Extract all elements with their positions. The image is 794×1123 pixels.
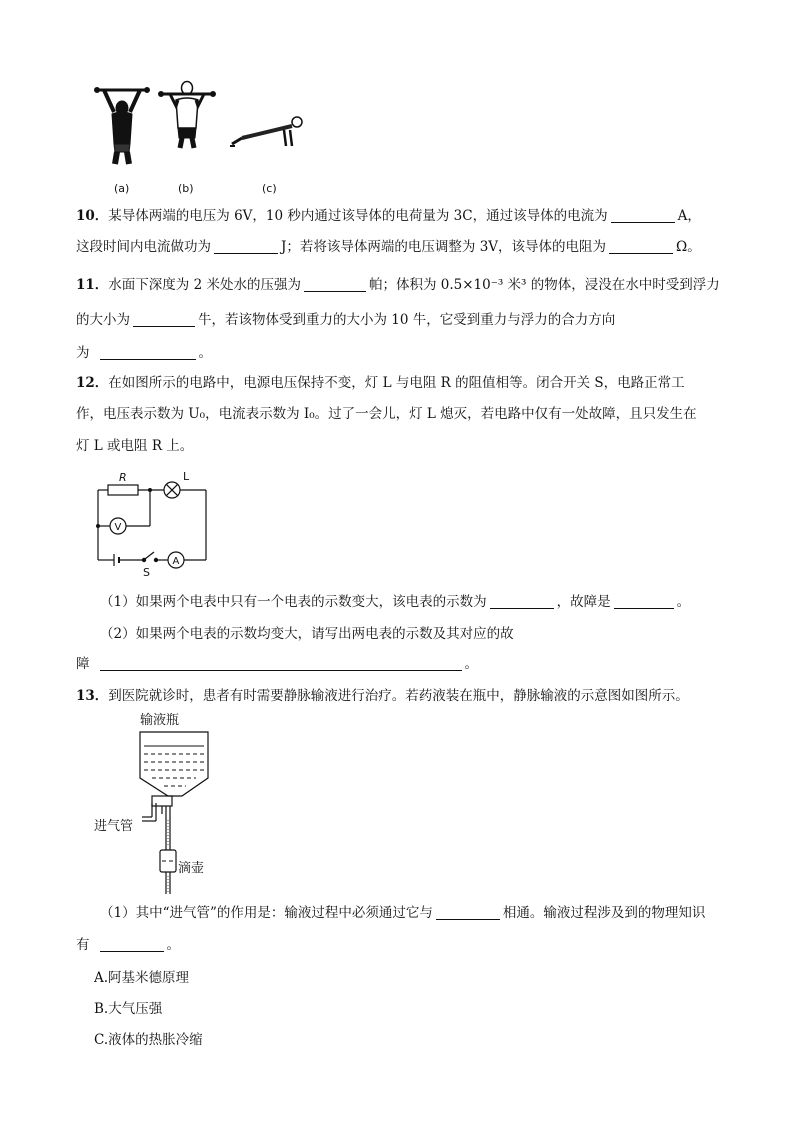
q11-line3 bbox=[76, 343, 212, 363]
q12-sub1-text: （1）如果两个电表中只有一个电表的示数变大，该电表的示数为 bbox=[100, 594, 487, 610]
q10-line1 bbox=[76, 206, 701, 226]
q13-sub1 bbox=[100, 903, 705, 923]
label-tube: 进气管 bbox=[94, 819, 134, 834]
figure-label-a: (a) bbox=[114, 182, 130, 195]
q10-blank-resistance[interactable] bbox=[609, 239, 673, 254]
q10-unit-a: A， bbox=[677, 208, 701, 224]
q10-unit-ohm: Ω。 bbox=[676, 239, 701, 255]
switch-s bbox=[145, 552, 154, 559]
q11-blank-buoyancy[interactable] bbox=[133, 312, 195, 327]
q11-blank-direction[interactable] bbox=[100, 345, 196, 360]
q12-blank-answer2[interactable] bbox=[100, 656, 462, 671]
iv-drip-figure bbox=[90, 708, 230, 898]
liquid bbox=[144, 746, 204, 861]
q13-sub2 bbox=[76, 935, 180, 955]
q13-text: 到医院就诊时，患者有时需要静脉输液进行治疗。若药液装在瓶中，静脉输液的示意图如图所示。 bbox=[108, 688, 689, 704]
figure-label-c: (c) bbox=[262, 182, 277, 195]
q13-line1 bbox=[76, 686, 689, 706]
q11-end: 。 bbox=[198, 345, 212, 361]
q13-number: 13． bbox=[76, 688, 109, 704]
circuit-diagram bbox=[90, 466, 220, 578]
q10-text2: 这段时间内电流做功为 bbox=[76, 239, 211, 255]
q13-blank-knowledge[interactable] bbox=[100, 937, 164, 952]
q12-line3: 灯 L 或电阻 R 上。 bbox=[76, 438, 194, 454]
q10-number: 10． bbox=[76, 208, 109, 224]
label-r: R bbox=[119, 471, 127, 484]
q13-option-a[interactable]: A.阿基米德原理 bbox=[94, 970, 190, 986]
q13-sub1-text: （1）其中“进气管”的作用是：输液过程中必须通过它与 bbox=[100, 905, 433, 921]
q10-text3: J；若将该导体两端的电压调整为 3V，该导体的电阻为 bbox=[281, 239, 607, 255]
q12-line2: 作，电压表示数为 U₀，电流表示数为 I₀。过了一会儿，灯 L 熄灭，若电路中仅有一处故障，且只发生在 bbox=[76, 406, 697, 422]
label-a: A bbox=[172, 556, 180, 567]
q11-line2 bbox=[76, 310, 615, 330]
q12-sub3 bbox=[76, 654, 478, 674]
label-l: L bbox=[183, 470, 190, 483]
bottle-stopper bbox=[152, 796, 172, 806]
q13-option-c[interactable]: C.液体的热胀冷缩 bbox=[94, 1032, 203, 1048]
q10-text: 某导体两端的电压为 6V，10 秒内通过该导体的电荷量为 3C，通过该导体的电流为 bbox=[108, 208, 608, 224]
q11-text: 水面下深度为 2 米处水的压强为 bbox=[108, 277, 301, 293]
q11-text5: 为 bbox=[76, 345, 90, 361]
q10-blank-work[interactable] bbox=[214, 239, 278, 254]
q11-text4: 牛，若该物体受到重力的大小为 10 牛，它受到重力与浮力的合力方向 bbox=[198, 312, 616, 328]
exercise-figure bbox=[92, 80, 322, 200]
figure-a-hanging bbox=[95, 88, 150, 165]
q12-sub1-text2: ，故障是 bbox=[556, 594, 611, 610]
figure-b-pullup bbox=[159, 82, 216, 149]
q12-line1 bbox=[76, 373, 685, 393]
q12-blank-fault[interactable] bbox=[614, 594, 674, 609]
q10-blank-current[interactable] bbox=[611, 208, 675, 223]
q12-number: 12． bbox=[76, 375, 109, 391]
q12-sub3-end: 。 bbox=[464, 656, 478, 672]
q12-sub1-end: 。 bbox=[676, 594, 691, 610]
q12-sub2: （2）如果两个电表的示数均变大，请写出两电表的示数及其对应的故 bbox=[100, 626, 514, 642]
q11-blank-pressure[interactable] bbox=[304, 277, 366, 292]
figure-label-b: (b) bbox=[178, 182, 194, 195]
q13-sub1-text2: 相通。输液过程涉及到的物理知识 bbox=[502, 905, 706, 921]
q11-text2: 帕；体积为 0.5×10⁻³ 米³ 的物体，浸没在水中时受到浮力 bbox=[368, 277, 720, 293]
label-v: V bbox=[114, 522, 122, 533]
q12-sub3-text: 障 bbox=[76, 656, 90, 672]
q13-blank-connect[interactable] bbox=[436, 905, 500, 920]
q12-blank-reading[interactable] bbox=[490, 594, 554, 609]
q12-sub1 bbox=[100, 592, 690, 612]
q13-option-b[interactable]: B.大气压强 bbox=[94, 1001, 163, 1017]
q13-sub2-text: 有 bbox=[76, 937, 90, 953]
figure-c-pushup bbox=[230, 117, 302, 146]
label-drip: 滴壶 bbox=[178, 861, 205, 876]
q13-sub2-end: 。 bbox=[166, 937, 180, 953]
q11-number: 11． bbox=[76, 277, 109, 293]
q10-line2 bbox=[76, 237, 701, 257]
label-s: S bbox=[143, 566, 150, 578]
label-bottle: 输液瓶 bbox=[140, 713, 180, 728]
q11-line1 bbox=[76, 275, 720, 295]
q12-text: 在如图所示的电路中，电源电压保持不变，灯 L 与电阻 R 的阻值相等。闭合开关 S，电路正常工 bbox=[108, 375, 685, 391]
resistor-r bbox=[108, 485, 138, 495]
q11-text3: 的大小为 bbox=[76, 312, 130, 328]
